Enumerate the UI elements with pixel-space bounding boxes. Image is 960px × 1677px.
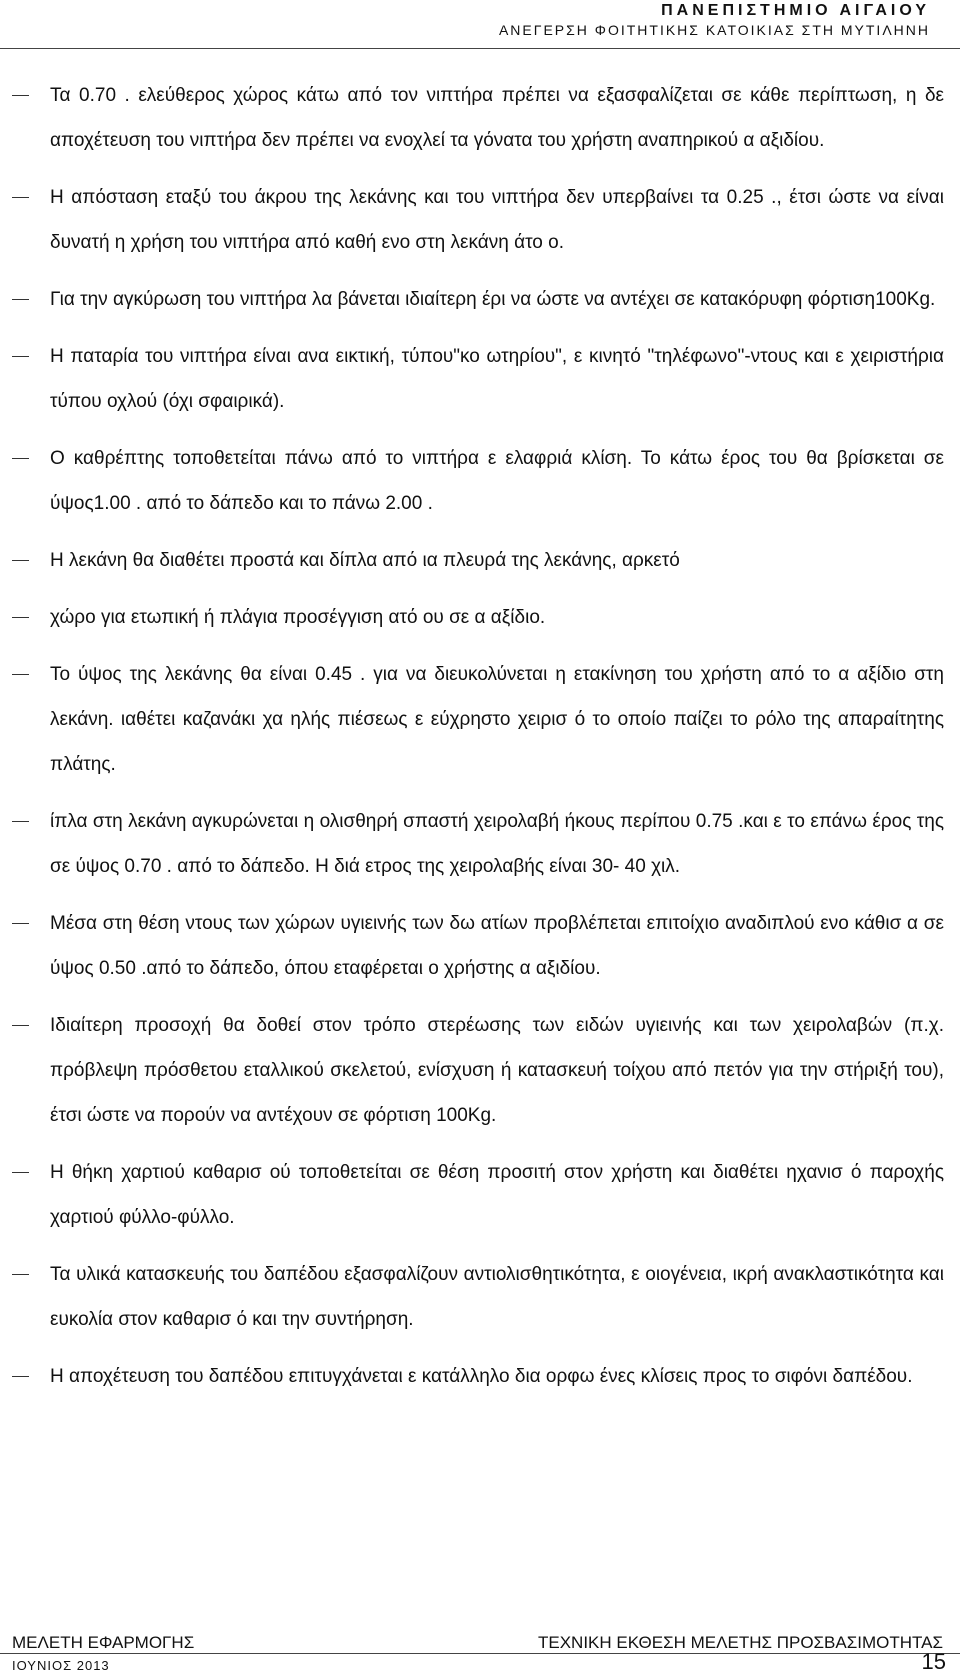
list-item-text: Η παταρία του νιπτήρα είναι ανα εικτική, τύπου"κο ωτηρίου", ε κινητό "τηλέφωνο"-ντους και ε χειριστήρια τύπου οχλού (όχι σφαιρικά). — [50, 346, 944, 412]
list-item — [0, 1150, 960, 1240]
footer-divider — [0, 1653, 960, 1654]
list-item-text: ίπλα στη λεκάνη αγκυρώνεται η ολισθηρή σπαστή χειρολαβή ήκους περίπου 0.75 .και ε το επάνω έρος της σε ύψος 0.70 . από το δάπεδο. Η διά ετρος της χειρολαβής είναι 30- 40 χιλ. — [50, 811, 944, 877]
footer-date: ΙΟΥΝΙΟΣ 2013 — [12, 1658, 110, 1673]
list-item — [0, 334, 960, 424]
footer-study-label: ΜΕΛΕΤΗ ΕΦΑΡΜΟΓΗΣ — [12, 1633, 195, 1652]
list-item — [0, 901, 960, 991]
list-item — [0, 277, 960, 322]
dash-bullet-icon — [12, 923, 29, 924]
list-item-text: Τα 0.70 . ελεύθερος χώρος κάτω από τον νιπτήρα πρέπει να εξασφαλίζεται σε κάθε περίπτωση, η δε αποχέτευση του νιπτήρα δεν πρέπει να ενοχλεί τα γόνατα του χρήστη αναπηρικού α αξιδίου. — [50, 85, 944, 151]
dash-bullet-icon — [12, 299, 29, 300]
dash-bullet-icon — [12, 197, 29, 198]
list-item-text: Για την αγκύρωση του νιπτήρα λα βάνεται ιδιαίτερη έρι να ώστε να αντέχει σε κατακόρυφη φόρτιση100Kg. — [50, 289, 936, 310]
dash-bullet-icon — [12, 1025, 29, 1026]
list-item — [0, 595, 960, 640]
list-item — [0, 175, 960, 265]
dash-bullet-icon — [12, 356, 29, 357]
list-item — [0, 73, 960, 163]
footer-report-title: ΤΕΧΝΙΚΗ ΕΚΘΕΣΗ ΜΕΛΕΤΗΣ ΠΡΟΣΒΑΣΙΜΟΤΗΤΑΣ — [538, 1633, 943, 1652]
dash-bullet-icon — [12, 560, 29, 561]
page-header — [0, 0, 960, 62]
project-subtitle: ΑΝΕΓΕΡΣΗ ΦΟΙΤΗΤΙΚΗΣ ΚΑΤΟΙΚΙΑΣ ΣΤΗ ΜΥΤΙΛΗΝΗ — [498, 22, 930, 38]
list-item — [0, 652, 960, 787]
list-item — [0, 799, 960, 889]
list-item — [0, 1354, 960, 1399]
list-item-text: Η απόσταση εταξύ του άκρου της λεκάνης και του νιπτήρα δεν υπερβαίνει τα 0.25 ., έτσι ώστε να είναι δυνατή η χρήση του νιπτήρα από καθή ενο στη λεκάνη άτο ο. — [50, 187, 944, 253]
list-item-text: χώρο για ετωπική ή πλάγια προσέγγιση ατό ου σε α αξίδιο. — [50, 607, 546, 628]
dash-bullet-icon — [12, 821, 29, 822]
list-item-text: Ο καθρέπτης τοποθετείται πάνω από το νιπτήρα ε ελαφριά κλίση. Το κάτω έρος του θα βρίσκεται σε ύψος1.00 . από το δάπεδο και το πάνω 2.00 . — [50, 448, 944, 514]
page-number: 15 — [921, 1649, 946, 1674]
dash-bullet-icon — [12, 617, 29, 618]
list-item-text: Ιδιαίτερη προσοχή θα δοθεί στον τρόπο στερέωσης των ειδών υγιεινής και των χειρολαβών (π.χ. πρόβλεψη πρόσθετου εταλλικού σκελετού, ενίσχυση ή κατασκευή τοίχου από πετόν για την στήριξή του), έτσι ώστε να πορούν να αντέχουν σε φόρτιση 100Kg. — [50, 1015, 944, 1126]
dash-bullet-icon — [12, 674, 29, 675]
list-item-text: Η λεκάνη θα διαθέτει προστά και δίπλα από ια πλευρά της λεκάνης, αρκετό — [50, 550, 680, 571]
list-item — [0, 1252, 960, 1342]
dash-bullet-icon — [12, 458, 29, 459]
list-item-text: Η θήκη χαρτιού καθαρισ ού τοποθετείται σε θέση προσιτή στον χρήστη και διαθέτει ηχανισ ό παροχής χαρτιού φύλλο-φύλλο. — [50, 1162, 944, 1228]
university-name: ΠΑΝΕΠΙΣΤΗΜΙΟ ΑΙΓΑΙΟΥ — [661, 2, 930, 19]
list-item-text: Το ύψος της λεκάνης θα είναι 0.45 . για να διευκολύνεται η ετακίνηση του χρήστη από το α αξίδιο στη λεκάνη. ιαθέτει καζανάκι χα ηλής πιέσεως ε εύχρηστο χειρισ ό το οποίο παίζει το ρόλο της απαραίτητης πλάτης. — [50, 664, 944, 775]
header-divider — [0, 48, 960, 49]
dash-bullet-icon — [12, 1376, 29, 1377]
list-item-text: Τα υλικά κατασκευής του δαπέδου εξασφαλίζουν αντιολισθητικότητα, ε οιογένεια, ικρή ανακλαστικότητα και ευκολία στον καθαρισ ό και την συντήρηση. — [50, 1264, 944, 1330]
list-item — [0, 538, 960, 583]
dash-bullet-icon — [12, 1172, 29, 1173]
list-item — [0, 436, 960, 526]
list-item-text: Η αποχέτευση του δαπέδου επιτυγχάνεται ε κατάλληλο δια ορφω ένες κλίσεις προς το σιφόνι δαπέδου. — [50, 1366, 913, 1387]
list-item-text: Μέσα στη θέση ντους των χώρων υγιεινής των δω ατίων προβλέπεται επιτοίχιο αναδιπλού ενο κάθισ α σε ύψος 0.50 .από το δάπεδο, όπου εταφέρεται ο χρήστης α αξιδίου. — [50, 913, 944, 979]
dash-bullet-icon — [12, 95, 29, 96]
list-item — [0, 1003, 960, 1138]
dash-bullet-icon — [12, 1274, 29, 1275]
bullet-list — [0, 73, 960, 1399]
